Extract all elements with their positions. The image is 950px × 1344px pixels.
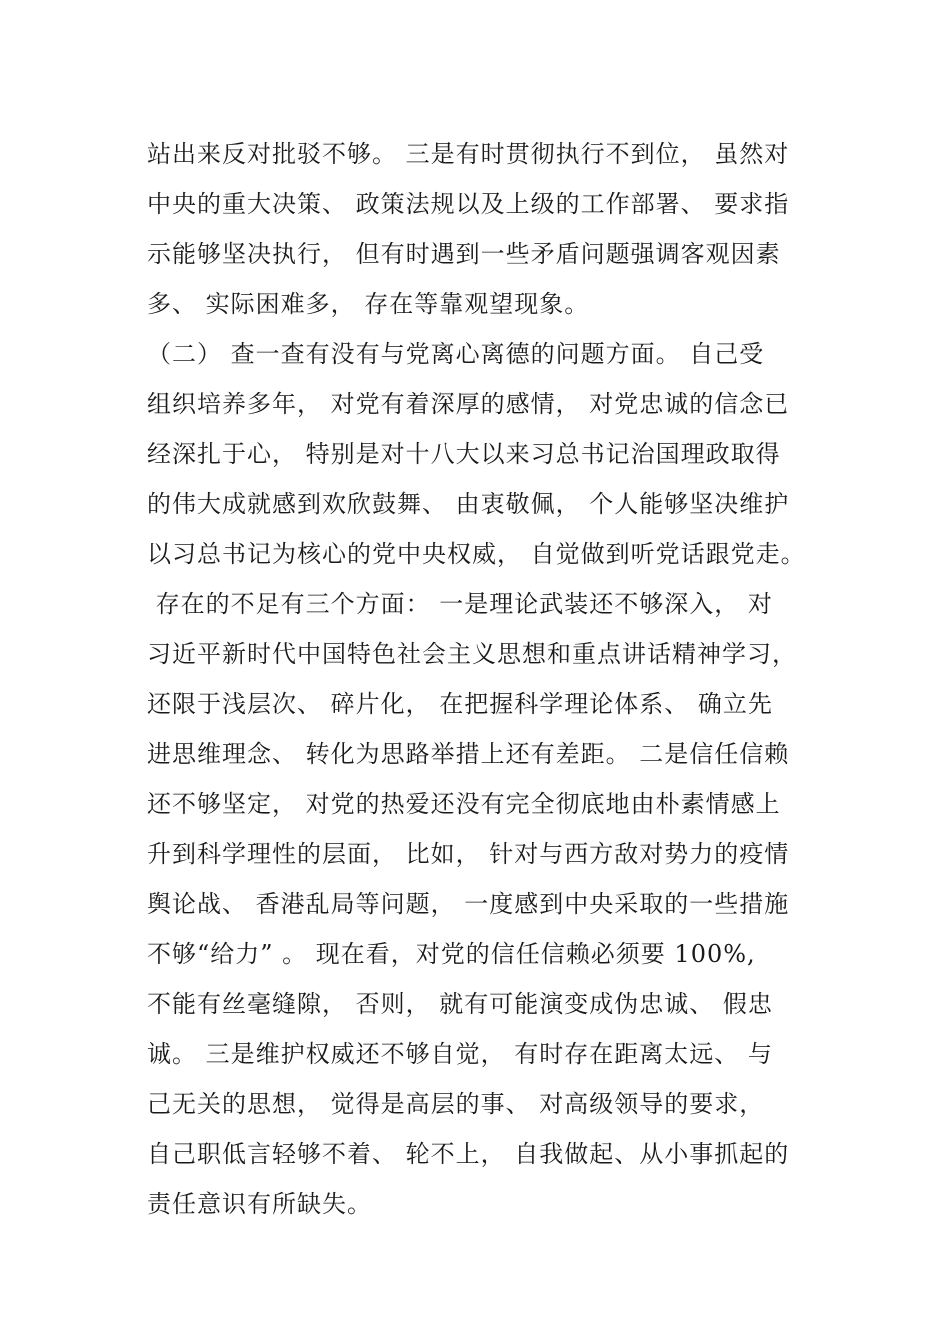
- text-line: 己无关的思想， 觉得是高层的事、 对高级领导的要求，: [147, 1090, 765, 1118]
- text-line: 还不够坚定， 对党的热爱还没有完全彻底地由朴素情感上: [147, 790, 781, 818]
- section-heading-line: （二） 查一查有没有与党离心离德的问题方面。 自己受: [147, 340, 765, 368]
- text-line: 中央的重大决策、 政策法规以及上级的工作部署、 要求指: [147, 190, 790, 218]
- text-line: 还限于浅层次、 碎片化， 在把握科学理论体系、 确立先: [147, 690, 773, 718]
- text-line: 站出来反对批驳不够。 三是有时贯彻执行不到位， 虽然对: [147, 140, 790, 168]
- body-text: [147, 129, 827, 1229]
- text-line: 的伟大成就感到欢欣鼓舞、 由衷敬佩， 个人能够坚决维护: [147, 490, 790, 518]
- text-line: 责任意识有所缺失。: [147, 1190, 372, 1218]
- text-line: 存在的不足有三个方面： 一是理论武装还不够深入， 对: [147, 590, 773, 618]
- text-line: 习近平新时代中国特色社会主义思想和重点讲话精神学习，: [147, 640, 797, 668]
- text-line: 进思维理念、 转化为思路举措上还有差距。 二是信任信赖: [147, 740, 790, 768]
- text-line: 示能够坚决执行， 但有时遇到一些矛盾问题强调客观因素: [147, 240, 781, 268]
- text-line: 经深扎于心， 特别是对十八大以来习总书记治国理政取得: [147, 440, 781, 468]
- text-line: 不够“给力” 。 现在看，对党的信任信赖必须要 100%,: [147, 940, 756, 968]
- text-line: 组织培养多年， 对党有着深厚的感情， 对党忠诚的信念已: [147, 390, 790, 418]
- text-line: 自己职低言轻够不着、 轮不上， 自我做起、从小事抓起的: [147, 1140, 790, 1168]
- text-line: 不能有丝毫缝隙， 否则， 就有可能演变成伪忠诚、 假忠: [147, 990, 773, 1018]
- text-line: 诚。 三是维护权威还不够自觉， 有时存在距离太远、 与: [147, 1040, 773, 1068]
- text-line: 升到科学理性的层面， 比如， 针对与西方敌对势力的疫情: [147, 840, 790, 868]
- text-line: 多、 实际困难多， 存在等靠观望现象。: [147, 290, 590, 318]
- text-line: 以习总书记为核心的党中央权威， 自觉做到听党话跟党走。: [147, 540, 806, 568]
- text-line: 舆论战、 香港乱局等问题， 一度感到中央采取的一些措施: [147, 890, 790, 918]
